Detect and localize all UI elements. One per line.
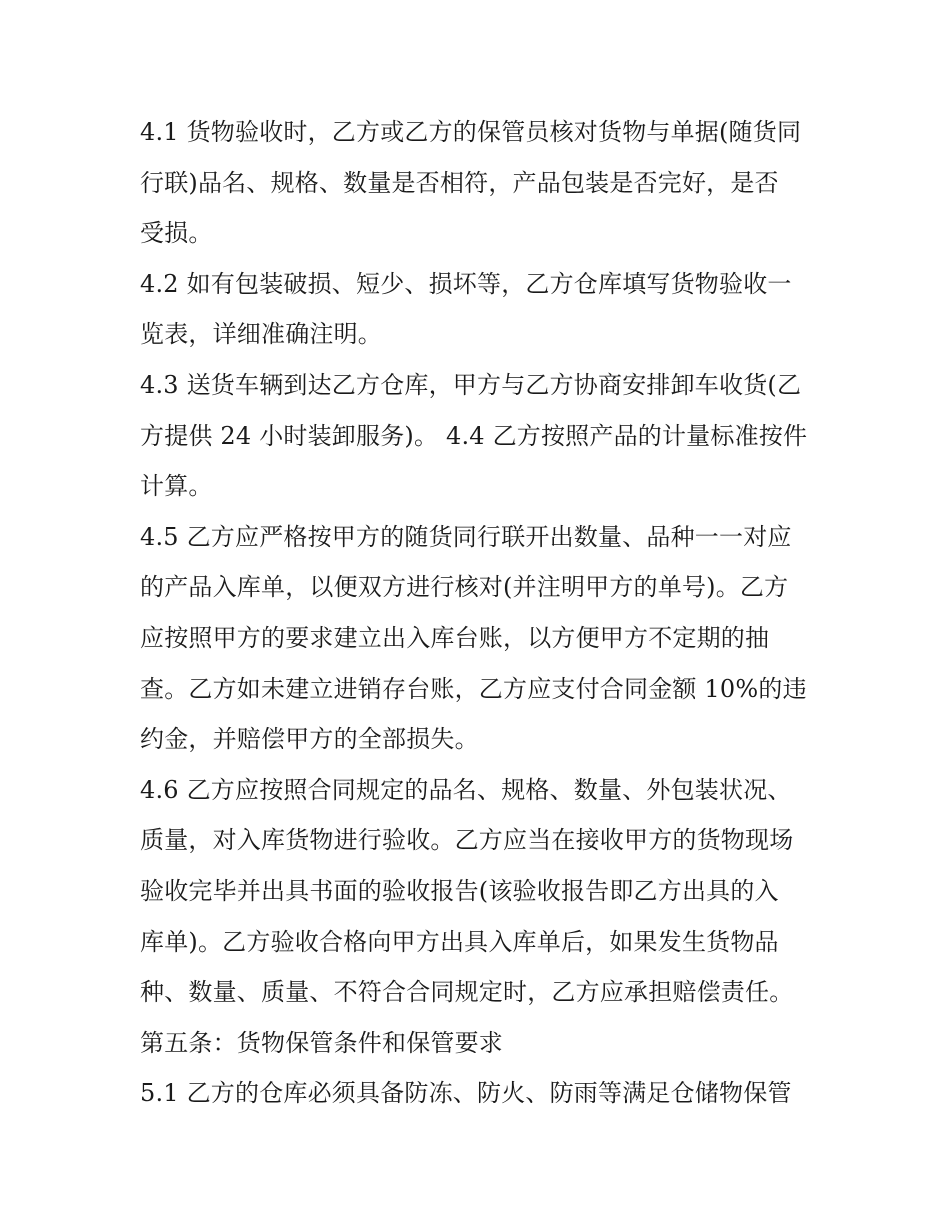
text-line: 4.1 货物验收时，乙方或乙方的保管员核对货物与单据(随货同: [140, 118, 802, 146]
text-line: 4.3 送货车辆到达乙方仓库，甲方与乙方协商安排卸车收货(乙: [140, 370, 802, 399]
text-line: 库单)。乙方验收合格向甲方出具入库单后，如果发生货物品: [140, 927, 779, 956]
text-line: 览表，详细准确注明。: [140, 320, 382, 349]
text-line: 4.5 乙方应严格按甲方的随货同行联开出数量、品种一一对应: [140, 522, 792, 551]
text-line: 行联)品名、规格、数量是否相符，产品包装是否完好，是否: [140, 168, 779, 197]
text-line: 方提供 24 小时装卸服务)。 4.4 乙方按照产品的计量标准按件: [140, 421, 808, 450]
document-body: [140, 107, 820, 1119]
text-line: 质量，对入库货物进行验收。乙方应当在接收甲方的货物现场: [140, 826, 794, 855]
text-line: 计算。: [140, 472, 213, 501]
text-line: 4.2 如有包装破损、短少、损坏等，乙方仓库填写货物验收一: [140, 269, 792, 298]
text-line: 种、数量、质量、不符合合同规定时，乙方应承担赔偿责任。: [140, 978, 794, 1007]
text-line: 验收完毕并出具书面的验收报告(该验收报告即乙方出具的入: [140, 876, 779, 905]
text-line: 的产品入库单，以便双方进行核对(并注明甲方的单号)。乙方: [140, 573, 789, 602]
text-line: 约金，并赔偿甲方的全部损失。: [140, 725, 479, 754]
text-line: 应按照甲方的要求建立出入库台账，以方便甲方不定期的抽: [140, 623, 770, 652]
section-heading: 第五条：货物保管条件和保管要求: [140, 1028, 503, 1057]
text-line: 受损。: [140, 219, 213, 248]
text-line: 4.6 乙方应按照合同规定的品名、规格、数量、外包装状况、: [140, 775, 792, 804]
text-line: 查。乙方如未建立进销存台账，乙方应支付合同金额 10%的违: [140, 674, 807, 703]
text-line: 5.1 乙方的仓库必须具备防冻、防火、防雨等满足仓储物保管: [140, 1079, 792, 1108]
